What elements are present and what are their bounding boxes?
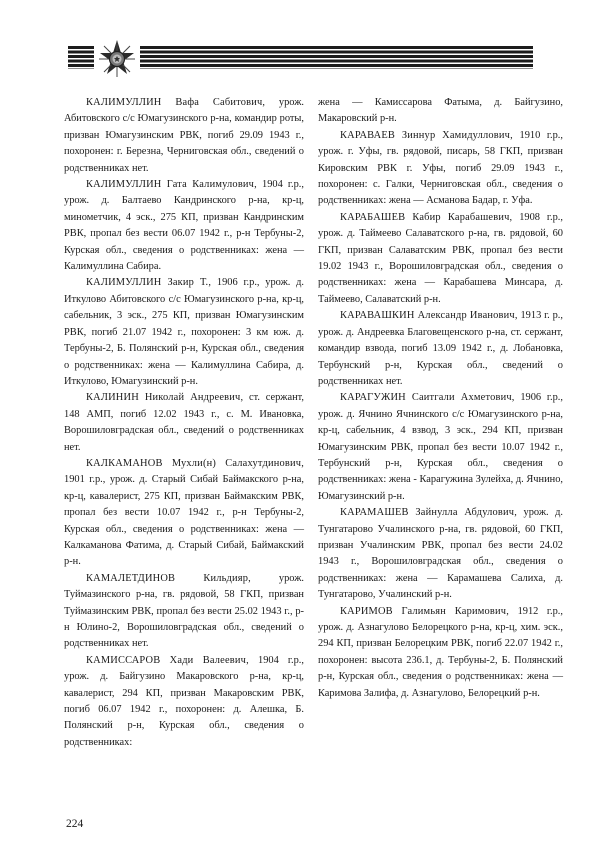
entry-body: 1906 г.р., урож. д. Ячнино Ячнинского с/с Юмагузинского р-на, кр-ц, сабельник, 4 взвод, 3 эск., 294 КП, призван Юмагузинским РВК, пропал без вести 10.07 1942 г., Тербунский р-н, Курская обл., сведения о родственниках: жена - Карагужина Зулейха, д. Ячнино, Юмагузинский р-н.	[318, 392, 563, 502]
entry-body: урож. Туймазинского р-на, гв. рядовой, 58 ГКП, призван Туймазинским РВК, пропал без вести 25.02 1943 г., р-н Юлино-2, Ворошиловградская обл., сведений о родственниках нет.	[64, 572, 304, 650]
entry-name: КАРАБАШЕВ Кабир Карабашевич,	[340, 211, 513, 223]
entry-body: 1912 г.р., урож. д. Азнагулово Белорецкого р-на, кр-ц, хим. эск., 294 КП, призван Белорецким РВК, погиб 22.07 1942 г., похоронен: высота 236.1, д. Тербуны-2, Б. Полянский р-н, Курская обл., сведения о родственниках: жена — Каримова Залифа, д. Азнагулово, Белорецкий р-н.	[318, 605, 563, 699]
entry-right-6	[318, 604, 563, 702]
entry-right-3	[318, 308, 563, 390]
entry-name: КАРИМОВ Галимьян Каримович,	[340, 605, 509, 617]
entry-left-1	[64, 177, 304, 275]
entry-body: 1913 г. р., урож. д. Андреевка Благовещенского р-на, ст. сержант, командир взвода, погиб 13.09 1942 г., д. Лобановка, Тербунский р-н, Курская обл., сведений о родственниках нет.	[318, 310, 563, 387]
entry-body: ст. сержант, 148 АМП, погиб 12.02 1943 г., с. М. Ивановка, Ворошиловградская обл., сведений о родственниках нет.	[64, 392, 304, 453]
entry-name: КАМИССАРОВ Хади Валеевич,	[86, 654, 249, 666]
entry-left-2	[64, 275, 304, 390]
entry-body: жена — Камиссарова Фатыма, д. Байгузино, Макаровский р-н.	[318, 97, 563, 125]
entry-left-6	[64, 653, 304, 751]
entry-name: КАМАЛЕТДИНОВ Кильдияр,	[86, 572, 251, 584]
entry-right-4	[318, 390, 563, 505]
entry-name: КАЛИМУЛЛИН Закир Т.,	[86, 277, 212, 289]
left-column	[64, 95, 304, 751]
entry-right-1	[318, 128, 563, 210]
entry-right-2	[318, 210, 563, 308]
entry-left-0	[64, 95, 304, 177]
entry-body: 1904 г.р., урож. д. Балтаево Кандринского р-на, кр-ц, минометчик, 4 эск., 275 КП, призван Кандринским РВК, пропал без вести 06.07 1942 г., р-н Тербуны-2, Курская обл., сведения о родственниках: жена — Калимуллина Сабира.	[64, 179, 304, 273]
entry-name: КАЛИМУЛЛИН Гата Калимулович,	[86, 179, 257, 191]
entry-name: КАЛИМУЛЛИН Вафа Сабитович,	[86, 97, 266, 108]
order-star-icon	[97, 39, 137, 79]
entry-body: урож. д. Тунгатарово Учалинского р-на, гв. рядовой, 60 ГКП, призван Учалинским РВК, пропал без вести 24.02 1943 г., Ворошиловградская обл., сведения о родственниках: жена — Карамашева Салиха, д. Тунгатарово, Учалинский р-н.	[318, 507, 563, 601]
page-number: 224	[66, 818, 84, 830]
entry-name: КАЛИНИН Николай Андреевич,	[86, 392, 244, 404]
entry-body: урож. Абитовского с/с Юмагузинского р-на, командир роты, призван Юмагузинским РВК, погиб 29.09 1943 г., похоронен: г. Березна, Черниговская обл., сведений о родственниках нет.	[64, 97, 304, 174]
entry-body: 1906 г.р., урож. д. Иткулово Абитовского с/с Юмагузинского р-на, кр-ц, сабельник, 3 эск., 275 КП, призван Юмагузинским РВК, погиб 21.07 1942 г., похоронен: 3 км юж. д. Тербуны-2, Б. Полянский р-н, Курская обл., сведения о родственниках: жена — Калимуллина Сабира, д. Иткулово, Юмагузинский р-н.	[64, 277, 305, 387]
entry-body: 1904 г.р., урож. д. Байгузино Макаровского р-на, кр-ц, кавалерист, 294 КП, призван Макаровским РВК, погиб 06.07 1942 г., похоронен: д. Алешка, Б. Полянский р-н, Курская обл., сведения о родственниках:	[64, 654, 304, 748]
entry-right-5	[318, 505, 563, 603]
entry-left-3	[64, 390, 304, 456]
entry-name: КАРАМАШЕВ Зайнулла Абдулович,	[340, 507, 518, 519]
entry-body: 1910 г.р., урож. г. Уфы, гв. рядовой, писарь, 58 ГКП, призван Кировским РВК г. Уфы, погиб 29.09 1943 г., похоронен: с. Галки, Черниговская обл., сведения о родственниках: жена — Асманова Бадар, г. Уфа.	[318, 129, 563, 207]
entry-body: 1908 г.р., урож. д. Таймеево Салаватского р-на, гв. рядовой, 60 ГКП, призван Салаватским РВК, пропал без вести 19.02 1943 г., Ворошиловградская обл., сведения о родственниках: жена — Карабашева Минсара, д. Таймеево, Салаватский р-н.	[318, 211, 563, 305]
entry-name: КАРАГУЖИН Саитгали Ахметович,	[340, 392, 515, 404]
entry-name: КАЛКАМАНОВ Мухли(н) Салахутдинович,	[86, 457, 304, 469]
right-column	[318, 95, 563, 702]
entry-name: КАРАВАШКИН Александр Иванович,	[340, 310, 518, 322]
entry-name: КАРАВАЕВ Зиннур Хамидуллович,	[340, 129, 513, 141]
entry-body: 1901 г.р., урож. д. Старый Сибай Баймакского р-на, кр-ц, кавалерист, 275 КП, призван Баймакским РВК, пропал без вести 10.07 1942 г., р-н Тербуны-2, Курская обл., сведения о родственниках: жена — Калкаманова Фатима, д. Старый Сибай, Баймакский р-н.	[64, 474, 304, 568]
entry-left-5	[64, 571, 304, 653]
entry-left-4	[64, 456, 304, 571]
entry-right-0	[318, 95, 563, 128]
